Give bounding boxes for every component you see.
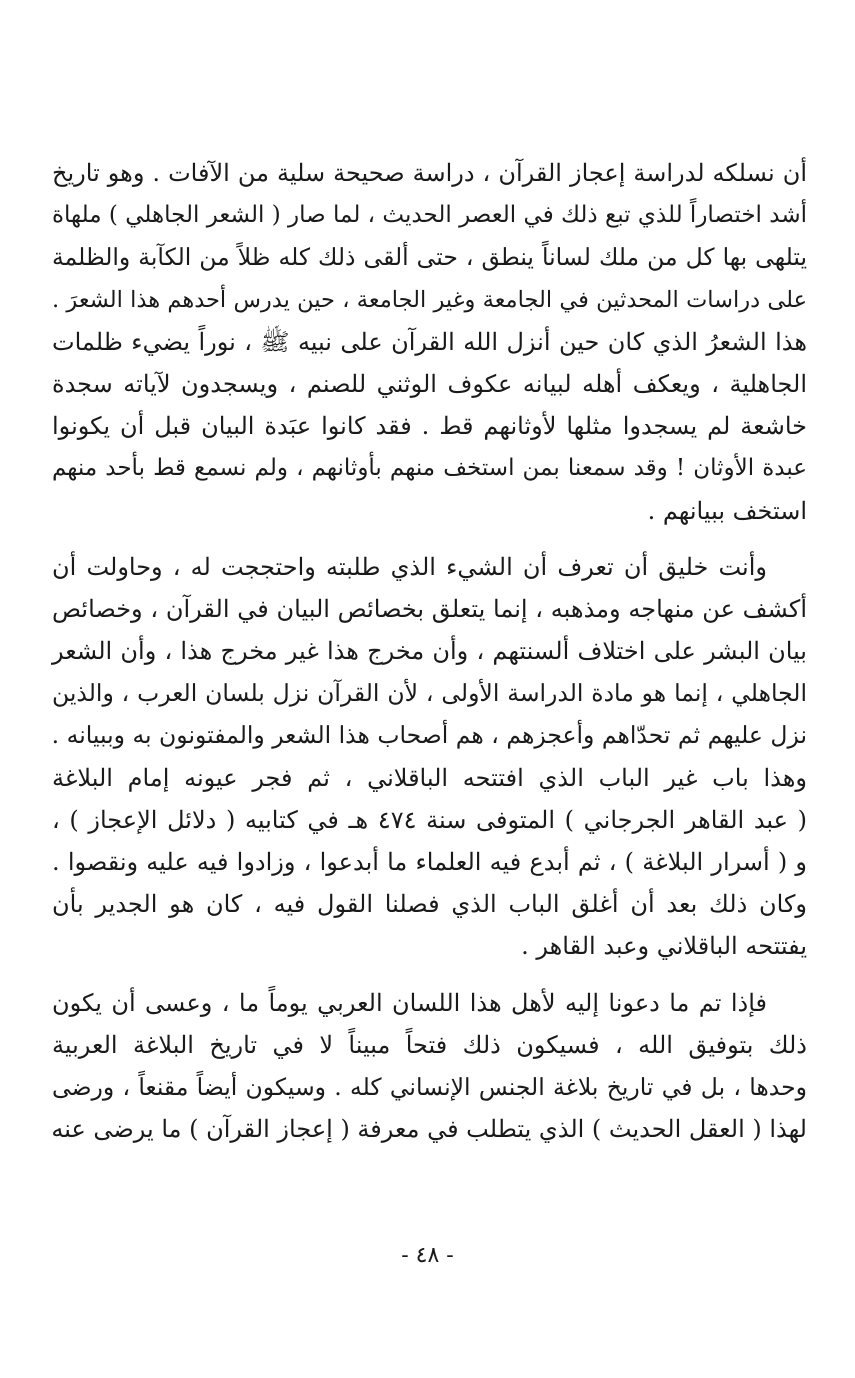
text-line: أكشف عن منهاجه ومذهبه ، إنما يتعلق بخصائص البيان في القرآن ، وخصائص (52, 594, 807, 623)
paragraph-1 (52, 152, 807, 532)
text-line: يتلهى بها كل من ملك لساناً ينطق ، حتى ألقى ذلك كله ظلاً من الكآبة والظلمة (52, 243, 807, 272)
text-line: فإذا تم ما دعونا إليه لأهل هذا اللسان العربي يوماً ما ، وعسى أن يكون (52, 988, 767, 1017)
paragraph-3 (52, 982, 807, 1151)
text-line: هذا الشعرُ الذي كان حين أنزل الله القرآن على نبيه ﷺ ، نوراً يضيء ظلمات (52, 327, 807, 356)
text-line: أن نسلكه لدراسة إعجاز القرآن ، دراسة صحيحة سلية من الآفات . وهو تاريخ (52, 159, 807, 187)
text-line: و ( أسرار البلاغة ) ، ثم أبدع فيه العلماء ما أبدعوا ، وزادوا فيه عليه ونقصوا . (52, 848, 807, 876)
text-line: الجاهلي ، إنما هو مادة الدراسة الأولى ، لأن القرآن نزل بلسان العرب ، والذين (52, 679, 807, 708)
text-line: يفتتحه الباقلاني وعبد القاهر . (521, 932, 807, 961)
text-line: على دراسات المحدثين في الجامعة وغير الجامعة ، حين يدرس أحدهم هذا الشعرَ . (52, 286, 807, 313)
text-line: الجاهلية ، ويعكف أهله لبيانه عكوف الوثني للصنم ، ويسجدون لآياته سجدة (52, 369, 807, 398)
text-line: ذلك بتوفيق الله ، فسيكون ذلك فتحاً مبيناً لا في تاريخ البلاغة العربية (52, 1030, 807, 1059)
text-line: لهذا ( العقل الحديث ) الذي يتطلب في معرفة ( إعجاز القرآن ) ما يرضى عنه (51, 1115, 807, 1144)
paragraph-2 (52, 546, 807, 968)
text-line: وهذا باب غير الباب الذي افتتحه الباقلاني ، ثم فجر عيونه إمام البلاغة (52, 763, 807, 792)
text-line: نزل عليهم ثم تحدّاهم وأعجزهم ، هم أصحاب هذا الشعر والمفتونون به وببيانه . (51, 721, 807, 750)
text-line: بيان البشر على اختلاف ألسنتهم ، وأن مخرج هذا غير مخرج هذا ، وأن الشعر (52, 637, 807, 666)
page-body (52, 152, 807, 1164)
text-line: عبدة الأوثان ! وقد سمعنا بمن استخف منهم بأوثانهم ، ولم نسمع قط بأحد منهم (52, 455, 807, 482)
page-number: - ٤٨ - (401, 1243, 454, 1268)
text-line: وحدها ، بل في تاريخ بلاغة الجنس الإنساني كله . وسيكون أيضاً مقنعاً ، ورضى (52, 1072, 807, 1101)
text-line: ( عبد القاهر الجرجاني ) المتوفى سنة ٤٧٤ هـ في كتابيه ( دلائل الإعجاز ) ، (52, 805, 807, 834)
text-line: وأنت خليق أن تعرف أن الشيء الذي طلبته واحتججت له ، وحاولت أن (52, 552, 767, 581)
text-line: خاشعة لم يسجدوا مثلها لأوثانهم قط . فقد كانوا عبَدة البيان قبل أن يكونوا (52, 412, 807, 441)
text-line: وكان ذلك بعد أن أغلق الباب الذي فصلنا القول فيه ، كان هو الجدير بأن (52, 890, 807, 919)
text-line: استخف ببيانهم . (647, 496, 807, 525)
text-line: أشد اختصاراً للذي تبع ذلك في العصر الحديث ، لما صار ( الشعر الجاهلي ) ملهاة (52, 202, 807, 229)
